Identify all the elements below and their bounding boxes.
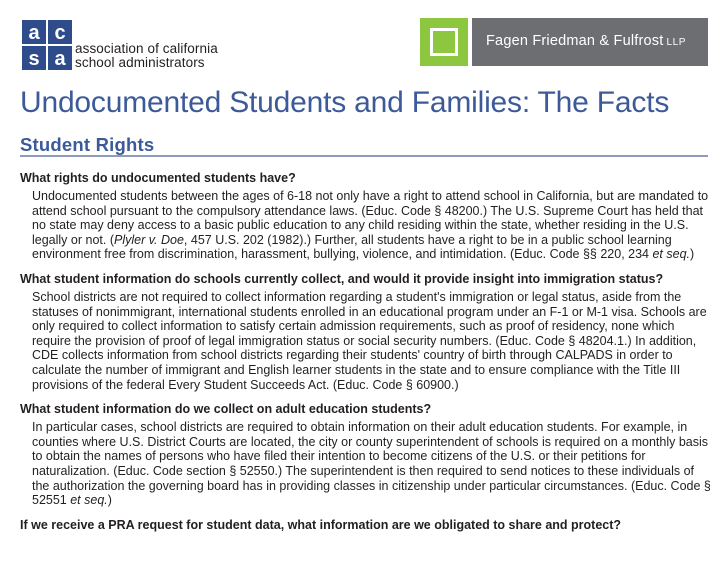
- qa-content: [20, 170, 712, 536]
- fff-logo-icon: [420, 18, 468, 66]
- fff-firm-name-text: Fagen Friedman & Fulfrost: [486, 33, 664, 49]
- fff-firm-name: [486, 33, 686, 49]
- acsa-name-line-2: school administrators: [75, 55, 205, 70]
- answer-3: [32, 420, 712, 508]
- acsa-name-line-1: association of california: [75, 41, 218, 56]
- section-divider: [20, 155, 708, 157]
- document-header: [0, 0, 728, 85]
- acsa-name: [75, 42, 218, 70]
- answer-1: [32, 189, 712, 262]
- answer-1-case-citation: Plyler v. Doe: [113, 232, 184, 247]
- question-2: What student information do schools currently collect, and would it provide insight into immigration status?: [20, 271, 664, 286]
- section-heading: Student Rights: [20, 134, 155, 155]
- answer-1-part-1: Undocumented students between the ages of 6-18 not only have a right to attend school in California, but are mandated to attend school pursuant to the compulsory attendance laws. (Educ. Code § 48200.) The U.S. Supreme Court has held that no state may deny access to a basic public education to any child residing within the state, whether residing in the U.S. legally or not. (: [32, 189, 709, 247]
- answer-2: School districts are not required to collect information regarding a student's immigration or legal status, aside from the statuses of nonimmigrant, international students enrolled in an educational program under an F-1 or M-1 visa. Schools are only required to collect information to satisfy certain admission requirements, such as proof of residency, none which require the provision of proof of legal immigration status or social security numbers. (Educ. Code § 48204.1.) In addition, CDE collects information from school districts regarding their students' country of birth through CALPADS in order to calculate the number of immigrant and English learner students in the state and to ensure compliance with the Title III provisions of the federal Every Student Succeeds Act. (Educ. Code § 60900.): [32, 289, 707, 392]
- answer-1-et-seq: et seq.: [652, 247, 690, 262]
- question-3: What student information do we collect on adult education students?: [20, 402, 432, 417]
- svg-text:c: c: [54, 22, 66, 44]
- acsa-logo-icon: [22, 20, 72, 70]
- answer-3-part-2: ): [107, 493, 112, 508]
- question-1: What rights do undocumented students have?: [20, 171, 296, 185]
- fff-name-bar: [472, 18, 708, 66]
- answer-1-part-2: , 457 U.S. 202 (1982).) Further, all students have a right to be in a public school learning environment free from discrimination, harassment, bullying, violence, and intimidation. (Educ. Code §§ 220, 234: [32, 232, 672, 262]
- svg-text:a: a: [54, 48, 66, 70]
- svg-text:a: a: [28, 22, 40, 44]
- question-4: If we receive a PRA request for student data, what information are we obligated to share and protect?: [20, 517, 622, 532]
- fff-firm-suffix: LLP: [666, 37, 687, 48]
- answer-3-part-1: In particular cases, school districts are required to obtain information on their adult education students. For example, in counties where U.S. District Courts are located, the city or county superintendent of schools is required on a monthly basis to obtain the names of persons who have filed their intention to become citizens of the U.S. or their petitions for naturalization. (Educ. Code section § 52550.) The superintendent is then required to send notices to these individuals of the authorization the governing board has in providing classes in citizenship under particular circumstances. (Educ. Code § 52551: [32, 420, 711, 508]
- svg-text:s: s: [28, 48, 40, 70]
- answer-1-part-3: ): [690, 247, 695, 262]
- answer-3-et-seq: et seq.: [70, 493, 108, 508]
- page-title: Undocumented Students and Families: The Facts: [20, 86, 670, 119]
